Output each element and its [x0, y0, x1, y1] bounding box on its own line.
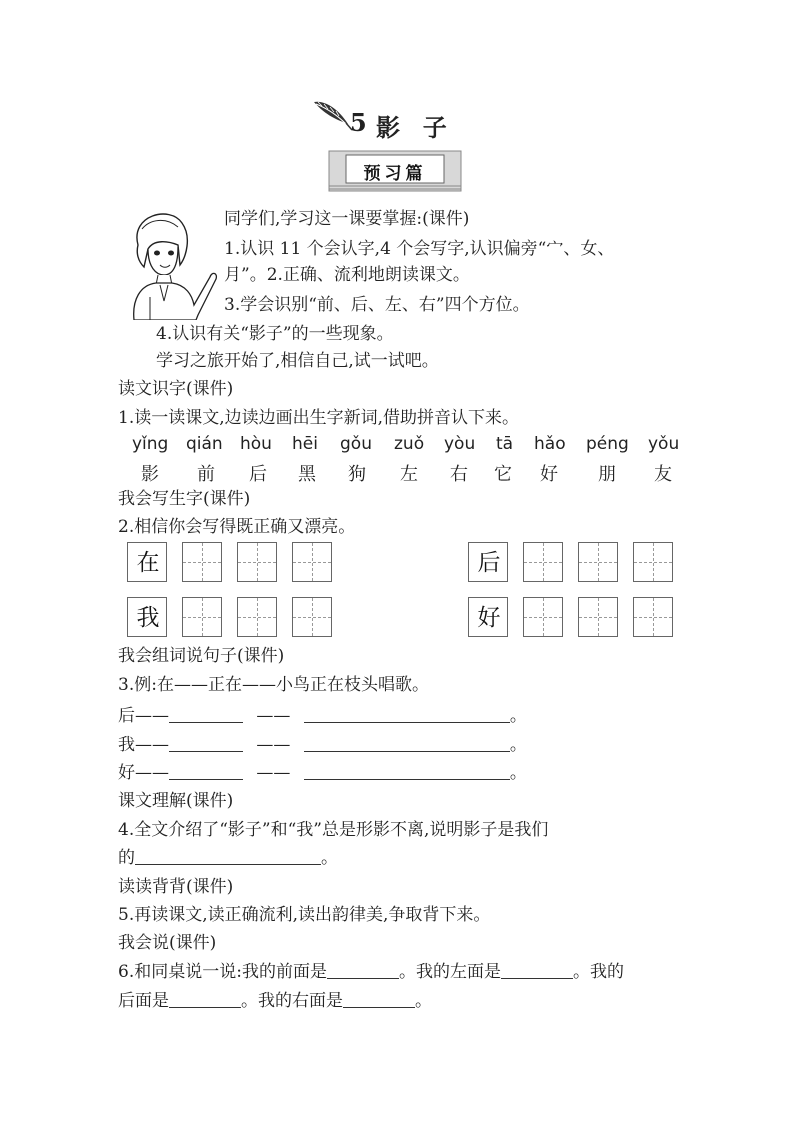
writing-cell[interactable]: [237, 542, 277, 582]
answer-blank[interactable]: [343, 991, 415, 1008]
answer-blank[interactable]: [304, 763, 510, 780]
writing-cell[interactable]: [633, 542, 673, 582]
writing-cell-model: [127, 597, 167, 637]
answer-blank[interactable]: [327, 962, 399, 979]
pinyin-item: hòu: [240, 434, 272, 454]
hanzi-item: 右: [450, 464, 468, 485]
model-char: 后: [477, 550, 501, 576]
pinyin-item: tā: [496, 434, 514, 454]
row-dash: ——: [256, 763, 291, 783]
section-heading: 我会写生字(课件): [118, 489, 251, 509]
hanzi-item: 前: [197, 464, 215, 485]
writing-cell[interactable]: [182, 542, 222, 582]
hanzi-item: 朋: [598, 464, 616, 485]
writing-cell[interactable]: [633, 597, 673, 637]
question-part: 6.和同桌说一说:我的前面是: [118, 962, 327, 982]
writing-cell[interactable]: [292, 597, 332, 637]
writing-cell[interactable]: [578, 542, 618, 582]
model-char: 我: [136, 605, 160, 631]
question-part: 后面是: [118, 991, 169, 1011]
row-char: 后——: [118, 706, 169, 726]
pinyin-item: hēi: [292, 434, 318, 454]
intro-line: 4.认识有关“影子”的一些现象。: [156, 324, 394, 344]
answer-blank[interactable]: [135, 848, 321, 865]
question-part: 。我的: [572, 962, 624, 982]
row-end: 。: [509, 735, 527, 755]
feather-quill-icon: [310, 94, 354, 134]
row-char: 我——: [118, 735, 169, 755]
model-char: 在: [136, 550, 160, 576]
answer-blank[interactable]: [169, 763, 243, 780]
writing-cell[interactable]: [237, 597, 277, 637]
row-dash: ——: [256, 735, 291, 755]
writing-cell-model: [127, 542, 167, 582]
hanzi-item: 影: [141, 464, 159, 485]
intro-line: 同学们,学习这一课要掌握:(课件): [224, 209, 470, 229]
pinyin-item: hǎo: [534, 434, 566, 454]
intro-line: 月”。2.正确、流利地朗读课文。: [224, 265, 470, 285]
word-chain-row: [118, 762, 527, 784]
row-end: 。: [509, 763, 527, 783]
section-heading: 课文理解(课件): [118, 791, 234, 811]
question-text: 5.再读课文,读正确流利,读出韵律美,争取背下来。: [118, 905, 491, 925]
pinyin-item: gǒu: [340, 434, 372, 454]
banner-label: 预习篇: [363, 164, 427, 184]
writing-cell[interactable]: [523, 597, 563, 637]
hanzi-item: 友: [654, 464, 672, 485]
writing-cell[interactable]: [182, 597, 222, 637]
section-heading: 读文识字(课件): [118, 379, 234, 399]
teacher-illustration: [120, 205, 220, 320]
model-char: 好: [477, 605, 501, 631]
question-text: [118, 847, 338, 869]
pinyin-item: qián: [186, 434, 223, 454]
row-end: 。: [509, 706, 527, 726]
writing-cell[interactable]: [292, 542, 332, 582]
writing-cell[interactable]: [578, 597, 618, 637]
lesson-title-block: [310, 108, 490, 142]
row-dash: ——: [256, 706, 291, 726]
writing-cell-model: [468, 597, 508, 637]
question-part: 。我的左面是: [398, 962, 501, 982]
question-text: 4.全文介绍了“影子”和“我”总是形影不离,说明影子是我们: [118, 820, 549, 840]
hanzi-item: 黑: [298, 464, 316, 485]
section-heading: 读读背背(课件): [118, 877, 234, 897]
writing-cell-model: [468, 542, 508, 582]
answer-blank[interactable]: [304, 706, 510, 723]
answer-blank[interactable]: [169, 991, 241, 1008]
section-heading: 我会说(课件): [118, 933, 217, 953]
question-part: 。我的右面是: [241, 991, 343, 1011]
preview-banner: [328, 150, 462, 192]
page-title: 影 子: [376, 113, 449, 142]
pinyin-item: yǐng: [132, 434, 169, 454]
hanzi-item: 后: [249, 464, 267, 485]
answer-blank[interactable]: [501, 962, 573, 979]
row-char: 好——: [118, 763, 169, 783]
pinyin-item: zuǒ: [394, 434, 425, 454]
word-chain-row: [118, 705, 527, 727]
intro-line: 学习之旅开始了,相信自己,试一试吧。: [156, 351, 439, 371]
question-part: 。: [415, 991, 432, 1011]
section-heading: 我会组词说句子(课件): [118, 646, 285, 666]
hanzi-item: 狗: [348, 464, 366, 485]
hanzi-item: 它: [494, 464, 512, 485]
question-text: 2.相信你会写得既正确又漂亮。: [118, 517, 356, 537]
question-text: [118, 961, 624, 983]
writing-cell[interactable]: [523, 542, 563, 582]
intro-line: 3.学会识别“前、后、左、右”四个方位。: [224, 295, 530, 315]
pinyin-item: péng: [586, 434, 629, 454]
answer-blank[interactable]: [304, 735, 510, 752]
intro-line: 1.认识 11 个会认字,4 个会写字,认识偏旁“宀、女、: [224, 239, 615, 259]
answer-blank[interactable]: [169, 706, 243, 723]
pinyin-item: yòu: [444, 434, 476, 454]
lesson-number: 5: [350, 108, 369, 137]
hanzi-item: 左: [400, 464, 418, 485]
question-text: 1.读一读课文,边读边画出生字新词,借助拼音认下来。: [118, 408, 520, 428]
pinyin-item: yǒu: [648, 434, 680, 454]
question-text: [118, 990, 432, 1012]
question-prefix: 的: [118, 848, 135, 868]
hanzi-item: 好: [540, 464, 558, 485]
question-end: 。: [321, 848, 338, 868]
answer-blank[interactable]: [169, 735, 243, 752]
question-text: 3.例:在——正在——小鸟正在枝头唱歌。: [118, 675, 429, 695]
word-chain-row: [118, 734, 527, 756]
